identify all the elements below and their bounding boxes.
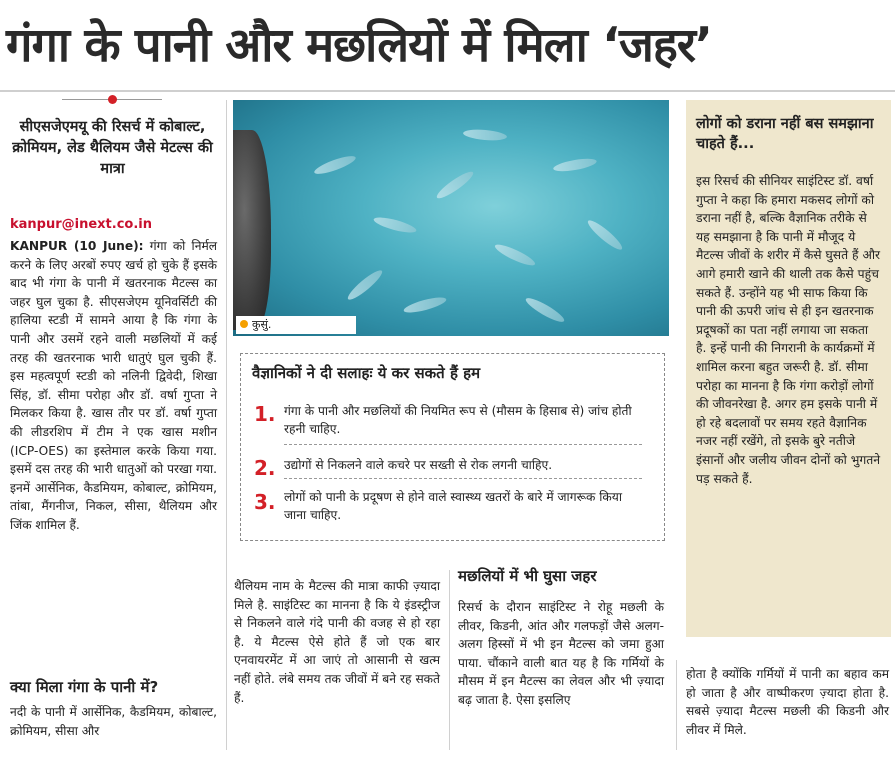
photo-fish: [313, 153, 358, 177]
top-divider: [0, 90, 895, 92]
column-4-body: होता है क्योंकि गर्मियों में पानी का बहाव कम हो जाता है और वाष्पीकरण ज़्यादा होता है. सबसे ज़्यादा मैटल्स मछली की किडनी और लीवर में मिले.: [686, 667, 889, 737]
photo-fish: [402, 294, 447, 315]
photo-fish: [552, 156, 597, 173]
advice-item-text: लोगों को पानी के प्रदूषण से होने वाले स्वास्थ्य खतरों के बारे में जागरूक किया जाना चाहिए.: [284, 490, 623, 522]
photo-rock: [233, 130, 271, 330]
column-divider-1: [226, 100, 227, 750]
photo-fish: [523, 295, 566, 326]
advice-box-title: वैज्ञानिकों ने दी सलाहः ये कर सकते हैं हम: [252, 364, 481, 382]
column-3-body: रिसर्च के दौरान साइंटिस्ट ने रोहू मछली के लीवर, किडनी, आंत और गलफड़ों जैसे अलग-अलग हिस्सों में भी इन मैटल्स को जमा हुआ पाया. चौंकाने वाली बात यह है कि गर्मियों के मौसम में इन मैटल्स का लेवल और भी ज़्यादा बढ़ जाता है. ऐसा इसलिए: [458, 600, 664, 707]
advice-item-text: उद्योगों से निकलने वाले कचरे पर सख्ती से रोक लगनी चाहिए.: [284, 458, 553, 472]
photo-caption-text: कुसुं.: [252, 318, 272, 331]
photo-fish: [372, 214, 417, 235]
column-1-body: [10, 237, 217, 535]
column-divider-3: [676, 660, 677, 750]
column-2-body: थैलियम नाम के मैटल्स की मात्रा काफी ज़्यादा मिले है. साइंटिस्ट का मानना है कि ये इंडस्ट्रीज से निकलने वाले गंदे पानी की वजह से हो रहा है. ये मैटल्स ऐसे होते हैं जो एक बार एनवायरमेंट में आ जाएं तो आसानी से खत्म नहीं होते. लंबे समय तक जीवों में बने रह सकते हैं.: [234, 579, 440, 705]
photo-caption: [236, 316, 356, 334]
fish-photo: [233, 100, 669, 336]
advice-separator: [284, 478, 642, 479]
advice-separator: [284, 444, 642, 445]
photo-fish: [345, 267, 385, 303]
photo-fish: [463, 128, 508, 142]
headline: गंगा के पानी और मछलियों में मिला ‘जहर’: [6, 18, 712, 73]
photo-fish: [585, 217, 625, 253]
column-1-tail: नदी के पानी में आर्सेनिक, कैडमियम, कोबाल्ट, क्रोमियम, सीसा और: [10, 705, 217, 738]
dateline: KANPUR (10 June):: [10, 239, 144, 253]
sidebar-title: लोगों को डराना नहीं बस समझाना चाहते हैं...: [696, 116, 874, 152]
advice-item-text: गंगा के पानी और मछलियों की नियमित रूप से (मौसम के हिसाब से) जांच होती रहनी चाहिए.: [284, 404, 632, 436]
photo-fish: [493, 241, 537, 269]
sidebar-text: इस रिसर्च की सीनियर साइंटिस्ट डॉ. वर्षा गुप्ता ने कहा कि हमारा मकसद लोगों को डराना नहीं है, बल्कि वैज्ञानिक तरीके से यह समझाना है कि पानी में मौजूद ये मैटल्स जीवों के शरीर में कैसे घुसते हैं और आगे हमारी खाने की थाली तक कैसे पहुंच सकते हैं. उन्होंने यह भी साफ किया कि पानी की ऊपरी जांच से ही इन खतरनाक प्रदूषकों का पता नहीं लगाया जा सकता है. इन्हें पानी की निगरानी के कार्यक्रमों में शामिल करना बहुत जरूरी है. डॉ. सीमा परोहा का मानना है कि गंगा करोड़ों लोगों की जीवनरेखा है. अगर हम इसके पानी में हो रहे बदलावों पर समय रहते वैज्ञानिक नजर नहीं रखेंगे, तो इसके बुरे नतीजे इंसानों और जलीय जीवन दोनों को भुगतने पड़ सकते हैं.: [696, 174, 881, 486]
column-3-subhead: मछलियों में भी घुसा जहर: [458, 567, 597, 585]
advice-item-number: 2.: [254, 456, 276, 480]
advice-item-number: 1.: [254, 402, 276, 426]
advice-item-number: 3.: [254, 490, 276, 514]
column-1-subhead: क्या मिला गंगा के पानी में?: [10, 678, 159, 696]
deck-summary: सीएसजेएमयू की रिसर्च में कोबाल्ट, क्रोमियम, लेड थैलियम जैसे मेटल्स की मात्रा: [12, 119, 213, 177]
photo-fish: [434, 168, 476, 201]
column-divider-2: [449, 570, 450, 750]
deck-ornament-dot: [108, 95, 117, 104]
column-1-text: गंगा को निर्मल करने के लिए अरबों रुपए खर्च हो चुके हैं इसके बाद भी गंगा के पानी में खतरनाक मैटल्स का जहर घुल चुका है. सीएसजेएम यूनिवर्सिटी की हालिया स्टडी में सामने आया है कि गंगा के पानी और उसमें रहने वाली मछलियों में कई तरह की खतरनाक भारी धातुएं घुल चुकी हैं. इस महत्वपूर्ण स्टडी को नलिनी द्विवेदी, शिखा सिंह, डॉ. सीमा परोहा और डॉ. वर्षा गुप्ता ने मिलकर किया है. खास तौर पर डॉ. वर्षा गुप्ता की लीडरशिप में टीम ने एक खास मशीन (ICP-OES) का इस्तेमाल करके किया गया. इसमें दस तरह की भारी धातुओं को परखा गया. इनमें आर्सेनिक, कैडमियम, कोबाल्ट, क्रोमियम, तांबा, मैंगनीज, निकल, सीसा, थैलियम और जिंक शामिल हैं.: [10, 239, 218, 532]
caption-dot-icon: [240, 320, 248, 328]
email-link[interactable]: kanpur@inext.co.in: [10, 217, 152, 232]
